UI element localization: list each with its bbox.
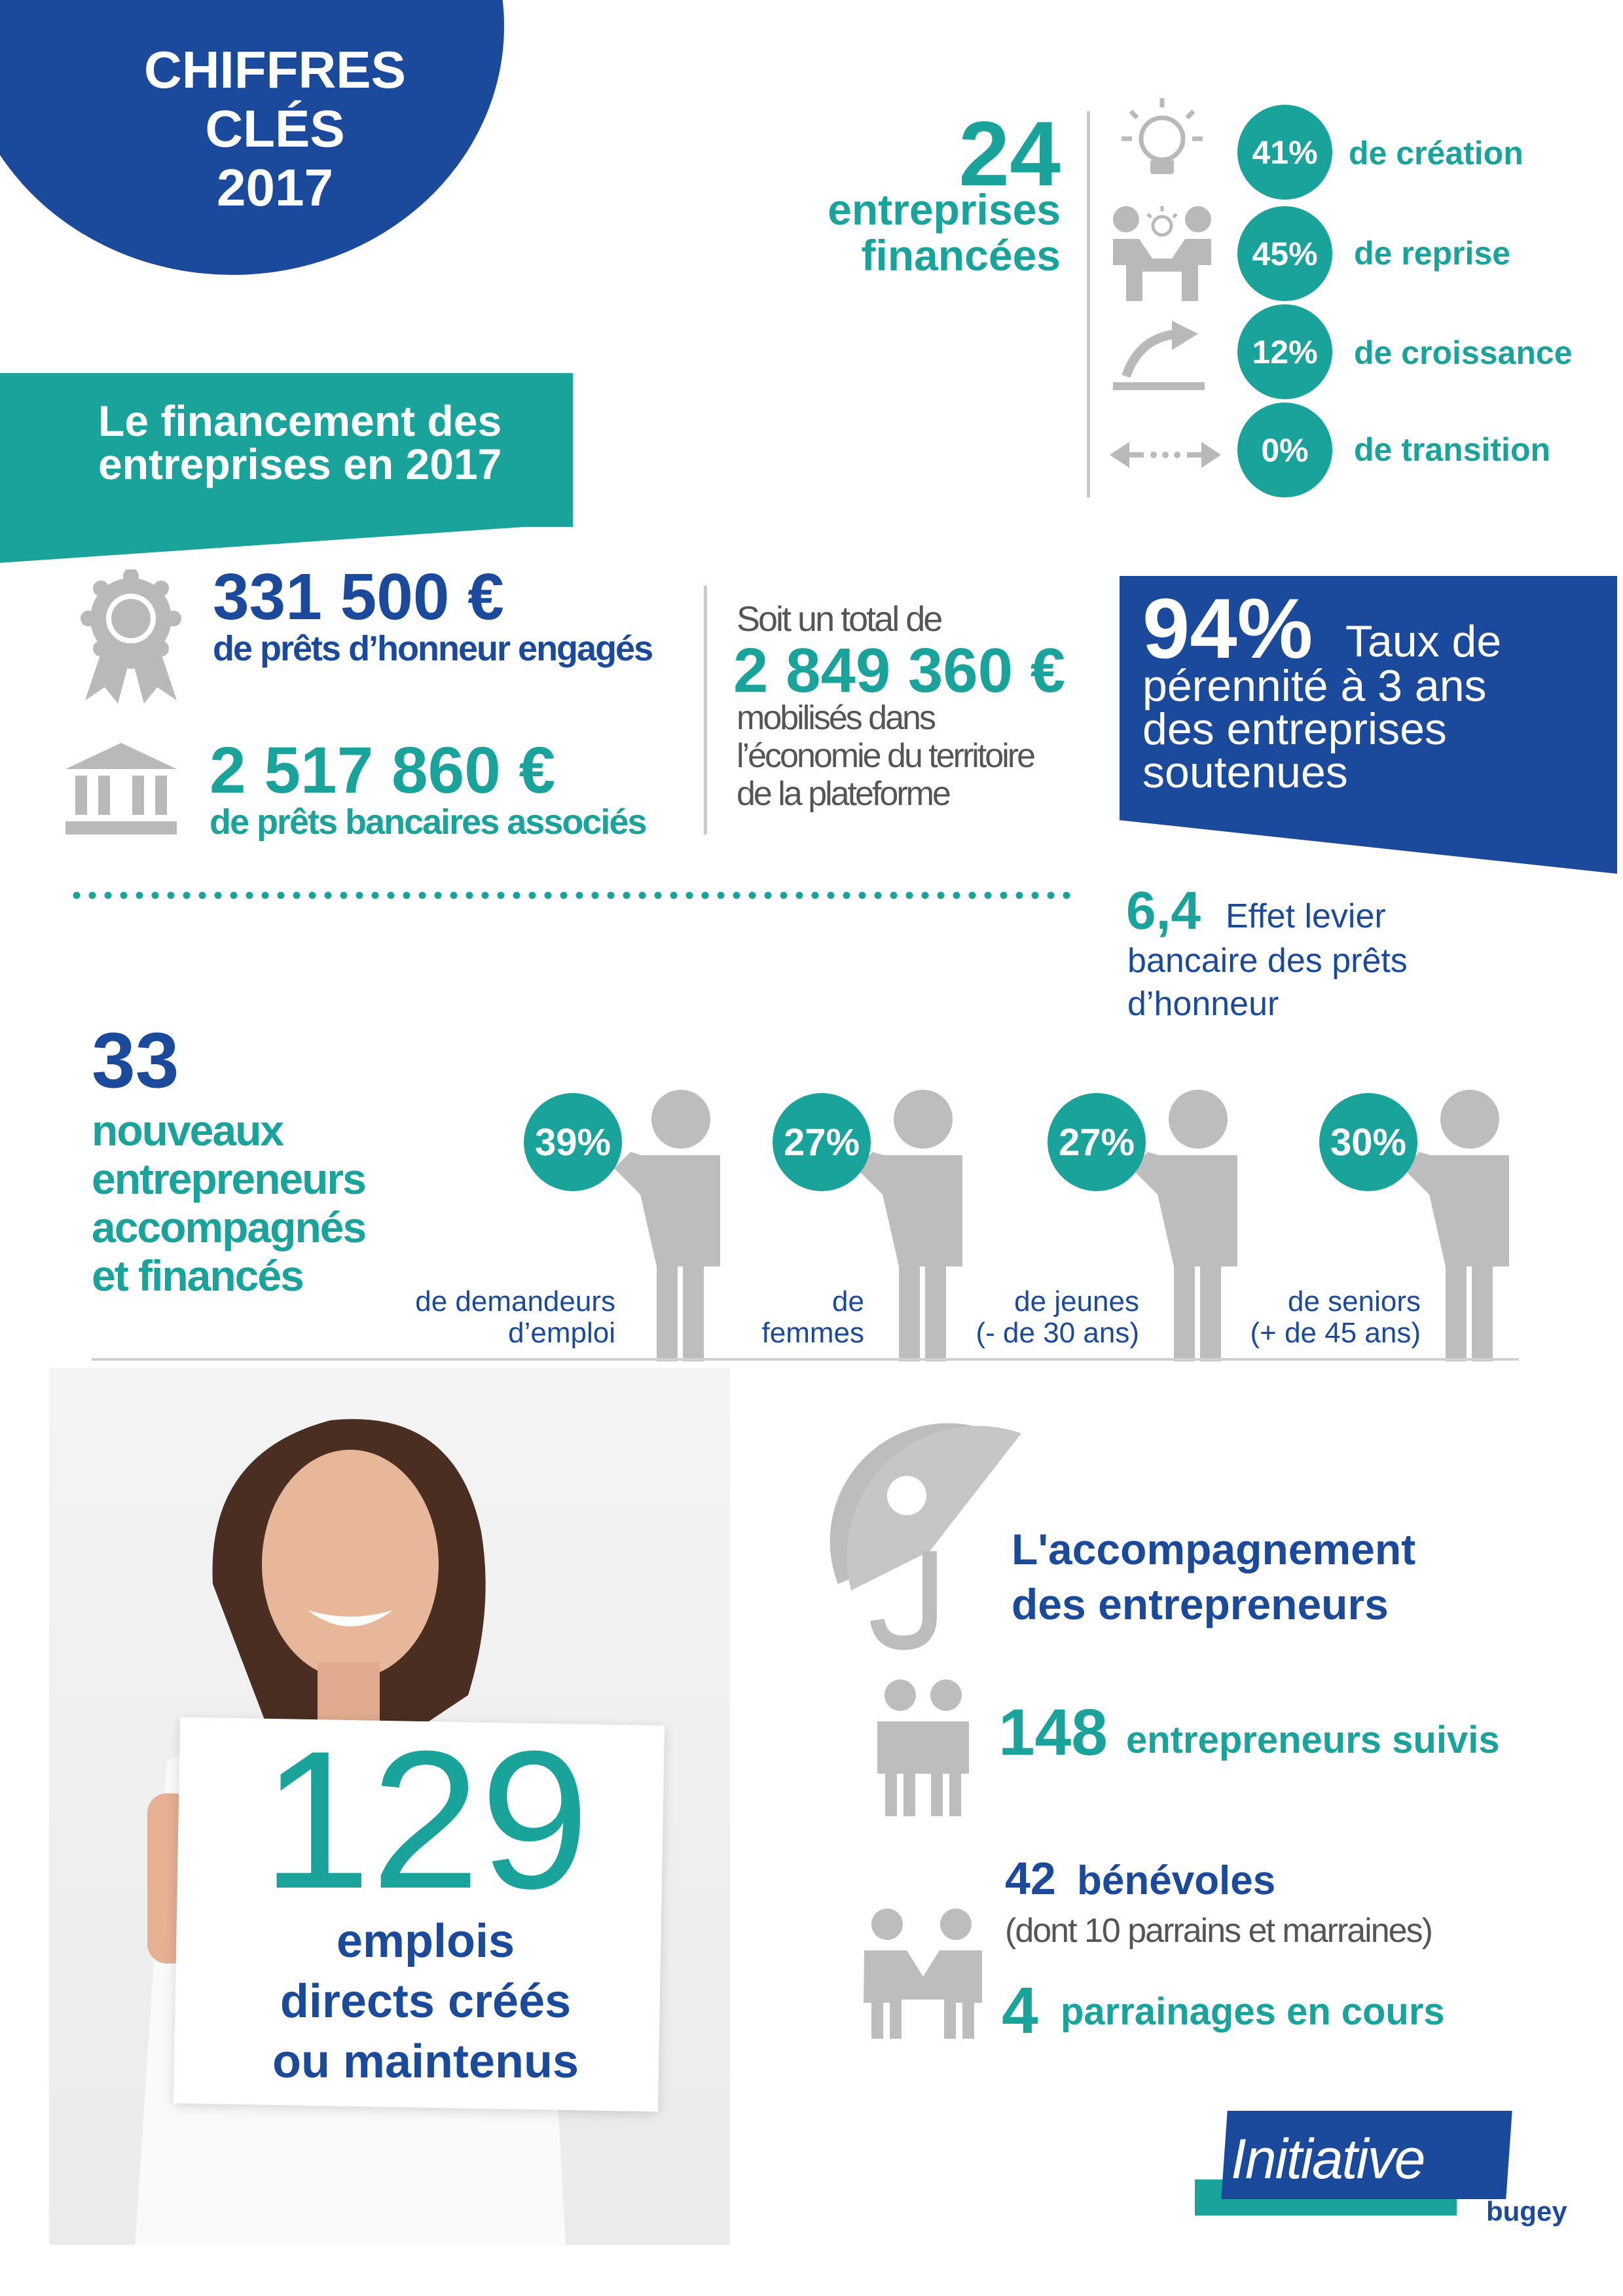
growth-label: de croissance [1354, 334, 1573, 371]
sustainability-line3: des entreprises [1142, 704, 1447, 754]
people-group-icon [871, 1676, 976, 1820]
sustainability-text [1142, 661, 1487, 797]
jobseekers-label [354, 1286, 615, 1349]
entrepreneurs-line3: accompagnés [92, 1203, 366, 1251]
total-intro: Soit un total de [737, 600, 941, 639]
mentoring-label: parrainages en cours [1061, 1990, 1445, 2033]
volunteers-note: (dont 10 parrains et marraines) [1005, 1912, 1432, 1950]
mentoring-count: 4 [1002, 1974, 1038, 2047]
leverage-line2: bancaire des prêts [1127, 942, 1408, 980]
total-description [737, 699, 1034, 813]
header-title-line2: CLÉS [205, 99, 345, 158]
support-title-line1: L'accompagnement [1012, 1525, 1416, 1573]
handshake-people-icon [858, 1905, 989, 2042]
takeover-pct-badge: 45% [1237, 206, 1332, 301]
support-title-line2: des entrepreneurs [1012, 1580, 1389, 1628]
logo-sub: bugey [1486, 2196, 1567, 2227]
dotted-separator [69, 891, 1077, 899]
volunteers-count: 42 [1005, 1853, 1056, 1904]
sustainability-line1: Taux de [1345, 617, 1502, 666]
youth-label [910, 1286, 1139, 1349]
jobs-line1: emplois [336, 1915, 515, 1967]
companies-label [720, 187, 1061, 278]
financing-banner-fold [0, 524, 573, 563]
bank-loan-label: de prêts bancaires associés [210, 802, 646, 842]
jobs-count: 129 [261, 1710, 590, 1929]
honor-loan-amount: 331 500 € [213, 560, 504, 634]
youth-label-line2: (- de 30 ans) [976, 1317, 1139, 1349]
leverage-text [1127, 939, 1408, 1026]
total-divider [704, 586, 707, 834]
women-label-line1: de [832, 1285, 864, 1318]
total-line2: l’économie du territoire [737, 737, 1034, 775]
transition-arrows-icon [1106, 432, 1224, 478]
logo-name: Initiative [1231, 2128, 1425, 2191]
seniors-label-line1: de seniors [1287, 1285, 1421, 1318]
baseline-rule [92, 1358, 1519, 1361]
jobseekers-label-line2: d’emploi [508, 1317, 615, 1349]
support-title [1012, 1522, 1415, 1632]
companies-label-line1: entreprises [828, 185, 1061, 234]
growth-arrow-icon [1106, 314, 1211, 406]
creation-label: de création [1349, 135, 1523, 171]
handover-icon [1106, 200, 1218, 304]
award-icon [72, 569, 190, 707]
followed-count: 148 [998, 1696, 1108, 1769]
sustainability-line2: pérennité à 3 ans [1142, 661, 1487, 711]
financing-title-line2: entreprises en 2017 [98, 440, 502, 488]
youth-pct-badge: 27% [1048, 1093, 1146, 1191]
leverage-line3: d’honneur [1127, 985, 1279, 1023]
companies-label-line2: financées [861, 231, 1061, 279]
honor-loan-label: de prêts d’honneur engagés [213, 629, 653, 668]
seniors-pct-badge: 30% [1319, 1093, 1417, 1191]
jobseekers-label-line1: de demandeurs [415, 1285, 615, 1318]
bank-loan-amount: 2 517 860 € [210, 734, 556, 807]
companies-count: 24 [958, 102, 1061, 205]
seniors-label-line2: (+ de 45 ans) [1250, 1317, 1421, 1349]
financing-title-line1: Le financement des [98, 397, 502, 445]
leverage-line1: Effet levier [1226, 897, 1386, 935]
header-title [98, 41, 452, 217]
total-amount: 2 849 360 € [733, 636, 1066, 706]
entrepreneurs-count: 33 [92, 1016, 179, 1104]
jobs-line3: ou maintenus [272, 2036, 579, 2088]
entrepreneurs-line1: nouveaux [92, 1106, 283, 1155]
leverage-value: 6,4 [1126, 881, 1201, 941]
creation-pct-badge: 41% [1237, 105, 1332, 200]
financing-title [98, 399, 570, 486]
total-line3: de la plateforme [737, 775, 949, 813]
entrepreneurs-line2: entrepreneurs [92, 1155, 365, 1203]
transition-pct-badge: 0% [1237, 403, 1332, 497]
volunteers-label: bénévoles [1077, 1858, 1276, 1903]
header-title-line3: 2017 [217, 158, 333, 217]
takeover-label: de reprise [1354, 235, 1511, 272]
jobseekers-pct-badge: 39% [524, 1093, 622, 1191]
women-label [655, 1286, 864, 1349]
jobs-label [196, 1911, 655, 2092]
header-title-line1: CHIFFRES [144, 41, 406, 99]
growth-pct-badge: 12% [1237, 304, 1332, 399]
sustainability-line4: soutenues [1142, 747, 1348, 797]
total-line1: mobilisés dans [737, 699, 934, 737]
entrepreneurs-line4: et financés [92, 1251, 303, 1300]
entrepreneurs-label [92, 1106, 365, 1300]
transition-label: de transition [1354, 431, 1551, 468]
jobs-line2: directs créés [280, 1975, 572, 2028]
youth-label-line1: de jeunes [1014, 1285, 1139, 1318]
bank-icon [59, 740, 183, 838]
companies-divider [1087, 111, 1090, 497]
followed-label: entrepreneurs suivis [1126, 1719, 1500, 1761]
sustainability-pct: 94% [1142, 581, 1313, 676]
women-pct-badge: 27% [773, 1093, 871, 1191]
women-label-line2: femmes [761, 1317, 864, 1349]
seniors-label [1178, 1286, 1421, 1349]
lightbulb-icon [1116, 92, 1208, 183]
